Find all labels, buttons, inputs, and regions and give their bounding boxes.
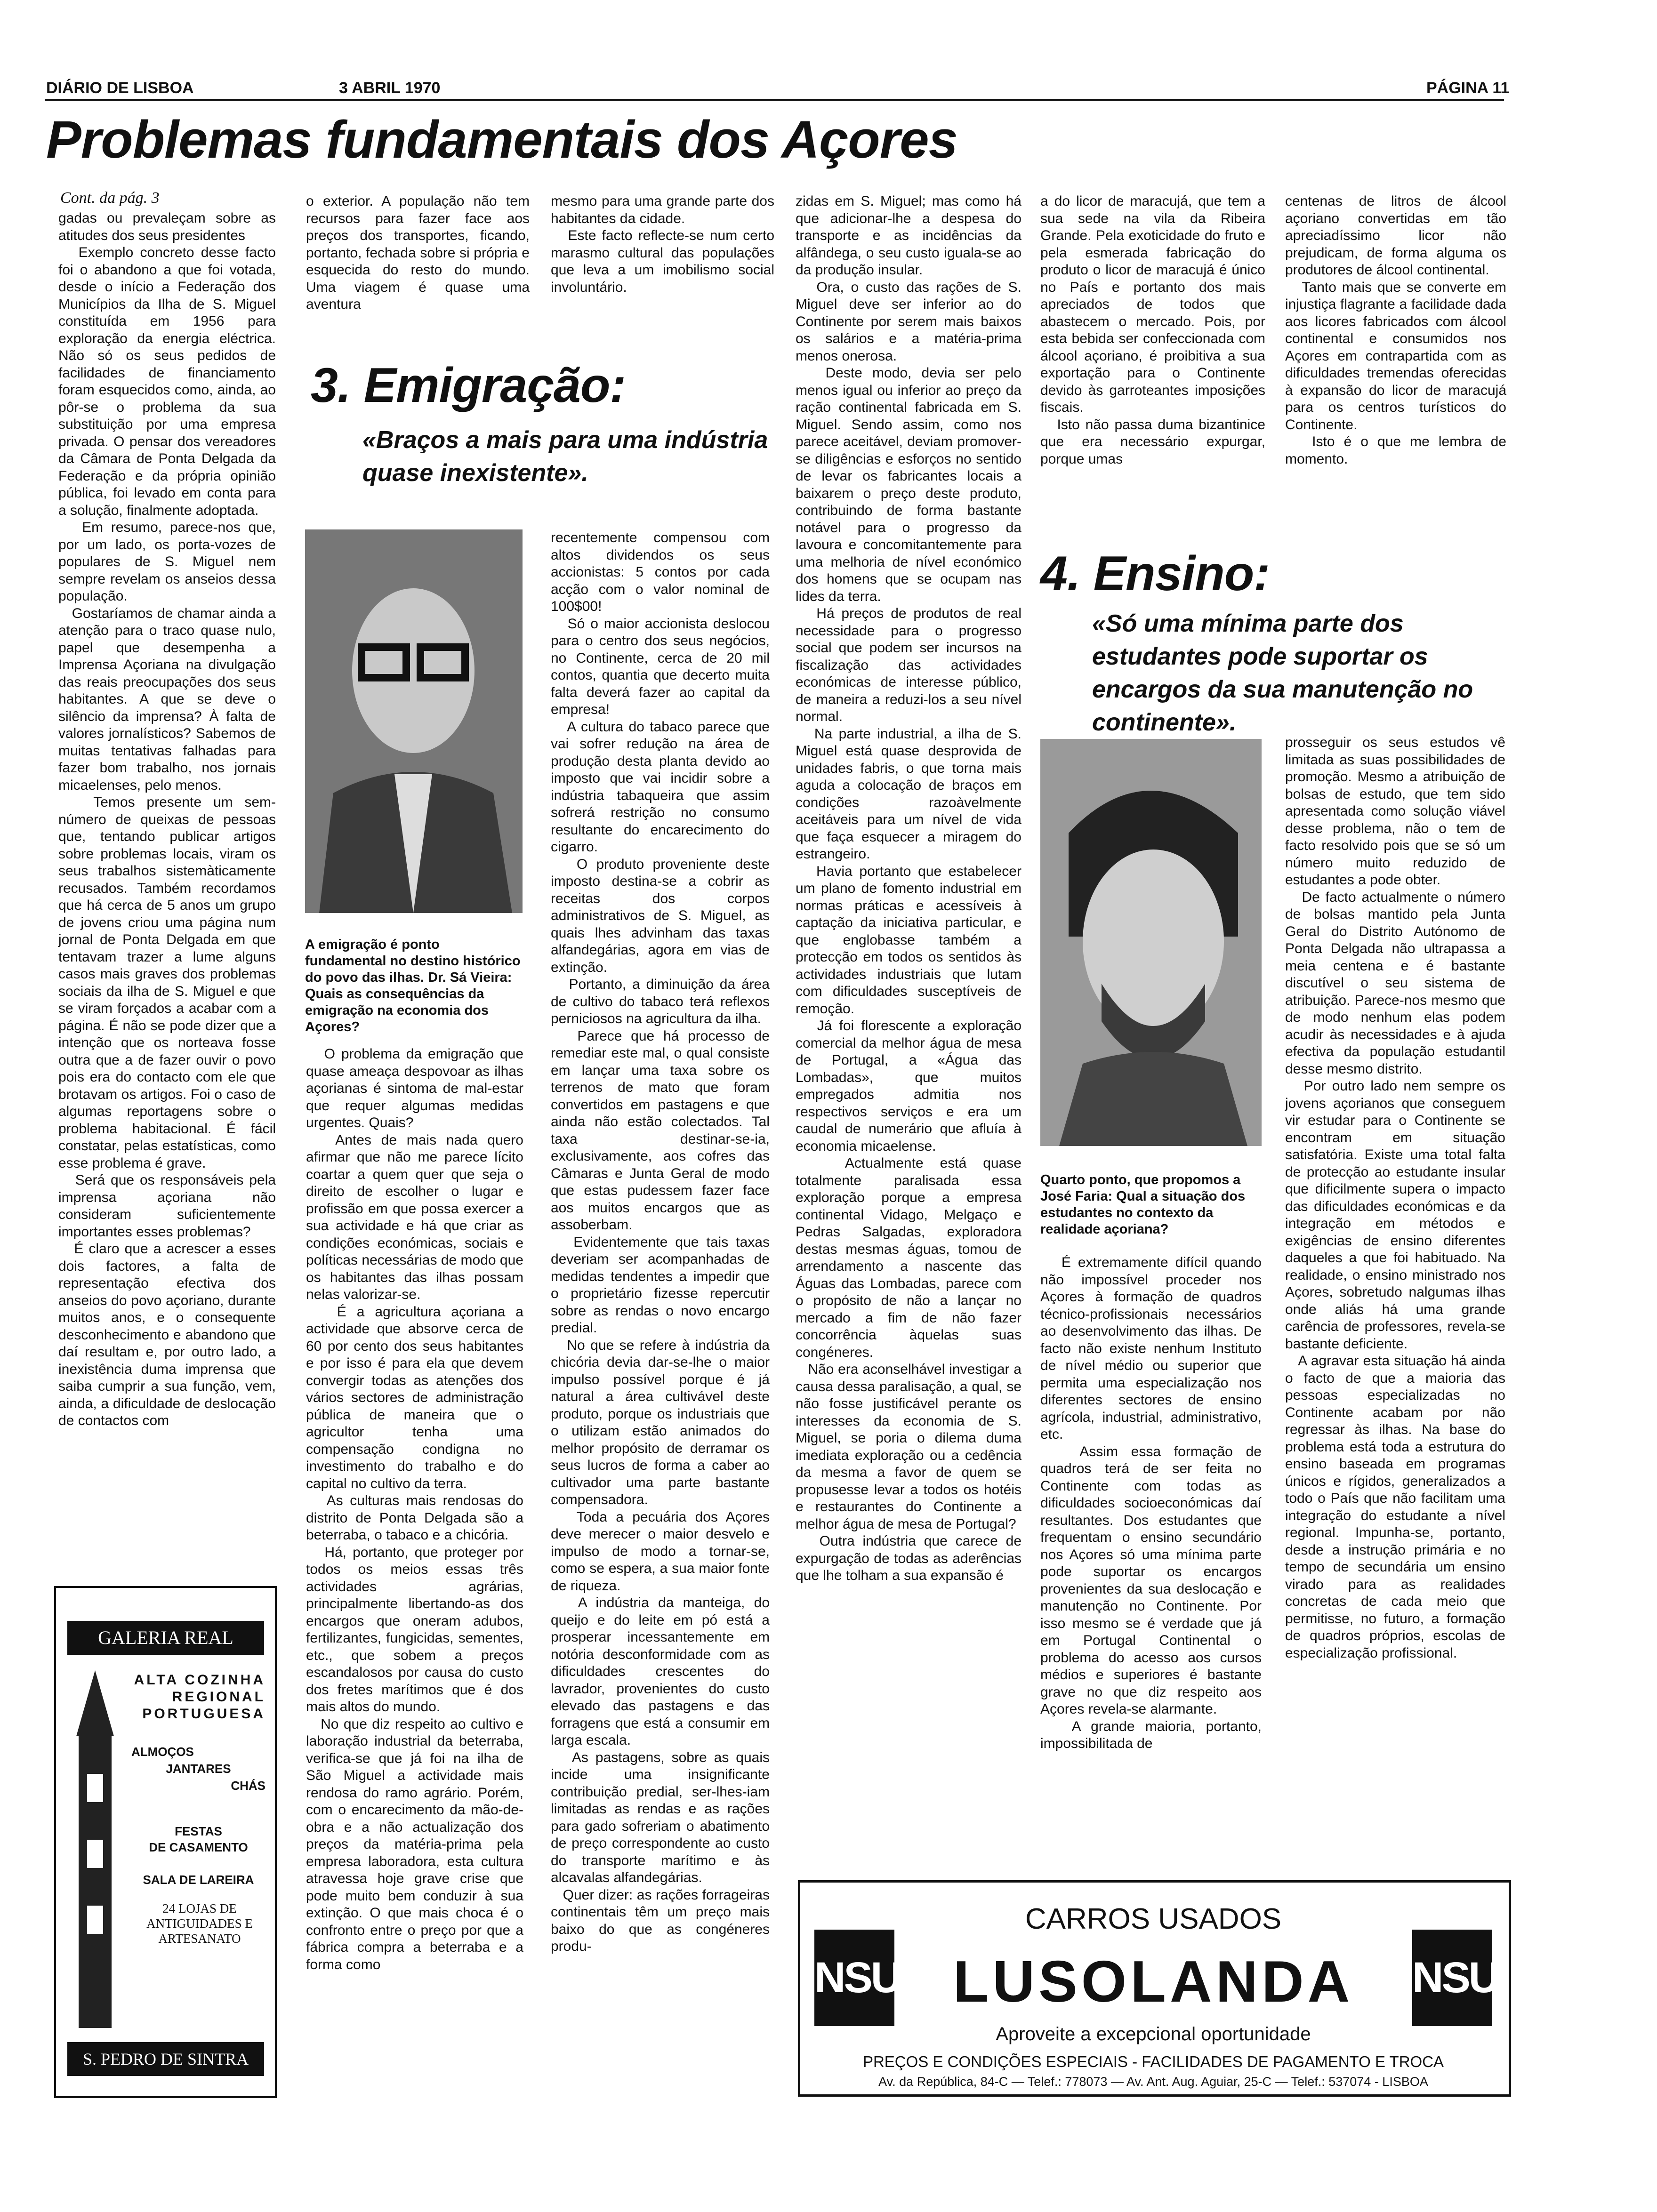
article-column-3-top: mesmo para uma grande parte dos habitantes da cidade. Este facto reflecte-se num certo marasmo cultural das populações que leva a um imobilismo social involuntário. [551,193,774,295]
article-column-5-bottom: É extremamente difícil quando não impossível proceder nos Açores à formação de quadros técnico-profissionais necessários ao desenvolvimento das ilhas. De facto não existe nenhum Instituto de nível médio ou superior que permita uma especialização nos diferentes sectores de ensino agrícola, industrial, administrativo, etc. Assim essa formação de quadros terá de ser feita no Continente com todas as dificuldades socioeconómicas daí resultantes. Dos estudantes que frequentam o ensino secundário nos Açores só uma mínima parte pode suportar os encargos provenientes da sua deslocação e manutenção no Continente. Por isso mesmo se é verdade que já em Portugal Continental o problema do acesso aos cursos médios e superiores é bastante grave no que diz respeito aos Açores revela-se alarmante. A grande maioria, portanto, impossibilitada de [1040,1255,1262,1751]
ad-address: Av. da República, 84-C — Telef.: 778073 — Av. Ant. Aug. Aguiar, 25-C — Telef.: 537074 - LISBOA [878,2075,1428,2089]
section-3-title: 3. Emigração: [311,358,626,413]
ad-aproveite: Aproveite a excepcional oportunidade [996,2024,1311,2044]
ad-line-lareira: SALA DE LAREIRA [143,1873,254,1887]
portrait-photo-2-image [1040,739,1262,1146]
article-column-4: zidas em S. Miguel; mas como há que adicionar-lhe a despesa do transporte e as incidências da alfândega, o seu custo iguala-se ao da produção insular. Ora, o custo das rações de S. Miguel deve ser inferior ao do Continente por serem mais baixos os salários e a matéria-prima menos onerosa. Deste modo, devia ser pelo menos igual ou inferior ao preço da ração continental fabricada em S. Miguel. Sendo assim, como nos parece aceitável, deviam promover-se diligências e esforços no sentido de levar os fabricantes locais a baixarem o preço deste produto, contribuindo de forma bastante notável para o progresso da lavoura e concomitantemente para uma melhoria de nível económico dos homens que se ocupam nas lides da terra. Há preços de produtos de real necessidade para o progresso social que podem ser incursos na fiscalização das actividades económicas de interesse público, de maneira a reduzi-los a seu nível normal. Na parte industrial, a ilha de S. Miguel está quase desprovida de unidades fabris, o que torna mais aguda a colocação de braços em condições razoàvelmente aceitáveis para um nível de vida que faça esquecer a miragem do estrangeiro. Havia portanto que estabelecer um plano de fomento industrial em normas práticas e acessíveis à captação da iniciativa particular, e que englobasse também a protecção em todos os sentidos às actividades industriais que lutam com dificuldades susceptíveis de remoção. Já foi florescente a exploração comercial da melhor água de mesa de Portugal, a «Água das Lombadas», que muitos empregados admitia nos respectivos serviços e era um caudal de numerário que afluía à economia micaelense. Actualmente está quase totalmente paralisada essa exploração porque a empresa continental Vidago, Melgaço e Pedras Salgadas, exploradora destas mesmas águas, tomou de arrendamento a nascente das Águas das Lombadas, parece com o propósito de não a lançar no mercado a fim de não fazer concorrência àquelas suas congéneres. Não era aconselhável investigar a causa dessa paralisação, a qual, se não fosse justificável perante os interesses da economia de S. Miguel, se poria o dilema duma imediata exploração ou a cedência da mesma a favor de quem se propusesse levar a todos os hotéis e restaurantes do Continente a melhor água de mesa de Portugal? Outra indústria que carece de expurgação de todas as aderências que lhe tolham a sua expansão é [796,193,1022,1583]
page-number: PÁGINA 11 [1426,79,1510,97]
nsu-logo-left: NSU [814,1930,894,2026]
article-column-6-top: centenas de litros de álcool açoriano convertidas em tão apreciadíssimo licor não prejudicam, de forma alguma os produtores de álcool continental. Tanto mais que se converte em injustiça flagrante a facilidade dada aos licores fabricados com álcool continental e consumidos nos Açores em contrapartida com as dificuldades tremendas oferecidas à expansão do licor de maracujá para os centros turísticos do Continente. Isto é o que me lembra de momento. [1285,193,1506,467]
ad-nsu-lusolanda [798,1880,1511,2097]
ad-line-regional: REGIONAL [172,1689,265,1705]
ad-galeria-footer: S. PEDRO DE SINTRA [67,2042,264,2076]
ad-line-jantares: JANTARES [166,1762,231,1776]
ad-line-casamento: DE CASAMENTO [149,1840,248,1854]
ad-galeria-name: GALERIA REAL [67,1621,264,1655]
ad-galeria-real [54,1586,277,2098]
ad-carros-usados: CARROS USADOS [1025,1903,1282,1935]
portrait-photo-jose-faria [1040,739,1262,1146]
ad-line-alta-cozinha: ALTA COZINHA [134,1672,265,1688]
ad-line-festas: FESTAS [175,1824,222,1838]
ad-line-lojas: 24 LOJAS DE ANTIGUIDADES E ARTESANATO [146,1901,253,1946]
newspaper-name: DIÁRIO DE LISBOA [46,79,194,97]
portrait-photo-sa-vieira [305,529,523,913]
photo-1-caption: A emigração é ponto fundamental no destino histórico do povo das ilhas. Dr. Sá Vieira: Quais as consequências da emigração na economia dos Açores? [305,937,524,1034]
article-column-2-top: o exterior. A população não tem recursos para fazer face aos preços dos transportes, ficando, portanto, fechada sobre si própria e esquecida do resto do mundo. Uma viagem é quase uma aventura [306,193,534,312]
issue-date: 3 ABRIL 1970 [339,79,441,97]
header-rule [45,99,1504,101]
ad-line-chas: CHÁS [231,1779,265,1793]
continuation-note: Cont. da pág. 3 [60,189,160,207]
article-column-2-bottom: O problema da emigração que quase ameaça despovoar as ilhas açorianas é sintoma de mal-estar que requer algumas medidas urgentes. Quais? Antes de mais nada quero afirmar que não me parece lícito coartar a quem quer que seja o direito de escolher o lugar e profissão em que possa exercer a sua actividade e há que criar as condições económicas, sociais e políticas necessárias de modo que os habitantes das ilhas possam nelas valorizar-se. É a agricultura açoriana a actividade que absorve cerca de 60 por cento dos seus habitantes e por isso é para ela que devem convergir todas as atenções dos vários sectores de administração pública de maneira que o agricultor tenha uma compensação condigna no investimento do trabalho e do capital no cultivo da terra. As culturas mais rendosas do distrito de Ponta Delgada são a beterraba, o tabaco e a chicória. Há, portanto, que proteger por todos os meios essas três actividades agrárias, principalmente libertando-as dos encargos que oneram adubos, fertilizantes, fungicidas, sementes, etc., que sobem a preços escandalosos por causa do custo dos fretes marítimos que é dos mais altos do mundo. No que diz respeito ao cultivo e laboração industrial da beterraba, verifica-se que já foi na ilha de São Miguel a actividade mais rendosa do ramo agrário. Porém, com o encarecimento da mão-de-obra e a não actualização dos preços da matéria-prima pela empresa laboradora, esta cultura atravessa hoje grave crise que pode muito bem conduzir à sua extinção. O que mais choca é o confronto entre o preço por que a fábrica compra a beterraba e a forma como [306,1046,524,1972]
ad-lusolanda: LUSOLANDA [953,1949,1354,2014]
church-tower-icon [64,1670,126,2028]
portrait-photo-image [305,529,523,913]
section-3-subtitle: «Braços a mais para uma indústria quase inexistente». [362,426,768,487]
section-4-subtitle: «Só uma mínima parte dos estudantes pode suportar os encargos da sua manutenção no continente». [1092,610,1473,736]
article-column-3-bottom: recentemente compensou com altos dividendos os seus accionistas: 5 contos por cada acção com o valor nominal de 100$00! Só o maior accionista deslocou para o centro dos seus negócios, no Continente, cerca de 20 mil contos, quantia que decerto muita falta deverá fazer ao capital da empresa! A cultura do tabaco parece que vai sofrer redução na área de produção desta planta devido ao imposto que vai incidir sobre a indústria tabaqueira que assim sofrerá restrição no consumo resultante do encarecimento do cigarro. O produto proveniente deste imposto destina-se a cobrir as receitas dos corpos administrativos de S. Miguel, as quais lhes advinham das taxas alfandegárias, agora em vias de extinção. Portanto, a diminuição da área de cultivo do tabaco terá reflexos perniciosos na agricultura da ilha. Parece que há processo de remediar este mal, o qual consiste em lançar uma taxa sobre os terrenos de mato que foram convertidos em pastagens e que ainda não estão colectados. Tal taxa destinar-se-ia, exclusivamente, aos cofres das Câmaras e Junta Geral de modo que estas pudessem fazer face aos muitos encargos que as assoberbam. Evidentemente que tais taxas deveriam ser acompanhadas de medidas tendentes a impedir que o proprietário fizesse repercutir sobre as rendas o novo encargo predial. No que se refere à indústria da chicória devia dar-se-lhe o maior impulso possível porque é já natural a área cultivável deste produto, porque os industriais que o utilizam estão animados do melhor propósito de derramar os seus lucros de forma a caber ao cultivador uma parte bastante compensadora. Toda a pecuária dos Açores deve merecer o maior desvelo e impulso de modo a tornar-se, como se espera, a sua maior fonte de riqueza. A indústria da manteiga, do queijo e do leite em pó está a prosperar incessantemente em notória desconformidade com as dificuldades crescentes do lavrador, provenientes do custo elevado das pastagens e das forragens que está a consumir em larga escala. As pastagens, sobre as quais incide uma insignificante contribuição predial, ser-lhes-iam limitadas as rendas e as rações para gado sofreriam o abatimento de preço correspondente ao custo do transporte marítimo e às alcavalas alfandegárias. Quer dizer: as rações forrageiras continentais têm um preço mais baixo do que as congéneres produ- [551,530,770,1954]
article-column-5-top: a do licor de maracujá, que tem a sua sede na vila da Ribeira Grande. Pela exoticidade do fruto e pela esmerada fabricação do produto o licor de maracujá é único no País e portanto dos mais apreciados de todos que abastecem o mercado. Pois, por esta bebida ser confeccionada com álcool açoriano, é proibitiva a sua exportação para o Continente devido às garroteantes imposições fiscais. Isto não passa duma bizantinice que era necessário expurgar, porque umas [1040,193,1265,467]
ad-line-portuguesa: PORTUGUESA [142,1706,265,1722]
ad-precos: PREÇOS E CONDIÇÕES ESPECIAIS - FACILIDADES DE PAGAMENTO E TROCA [862,2053,1444,2070]
article-column-1: gadas ou prevaleçam sobre as atitudes dos seus presidentes Exemplo concreto desse facto foi o abandono a que foi votada, desde o início a Federação dos Municípios da Ilha de S. Miguel constituída em 1956 para exploração da energia eléctrica. Não só os seus pedidos de facilidades de financiamento foram esquecidos como, ainda, ao pôr-se o problema da sua substituição por uma empresa privada. O pensar dos vereadores da Câmara de Ponta Delgada da Federação e da própria opinião pública, foi levado em conta para a solução, finalmente adoptada. Em resumo, parece-nos que, por um lado, os porta-vozes de populares de S. Miguel nem sempre revelam os anseios dessa população. Gostaríamos de chamar ainda a atenção para o traco quase nulo, papel que desempenha a Imprensa Açoriana na divulgação das reais preocupações dos seus habitantes. A que se deve o silêncio da imprensa? À falta de valores jornalísticos? Sabemos de muitas tentativas falhadas para fazer bom trabalho, nos jornais micaelenses, pelo menos. Temos presente um sem-número de queixas de pessoas que, tentando publicar artigos sobre problemas locais, viram os seus trabalhos sistemàticamente recusados. Também recordamos que há cerca de 5 anos um grupo de jovens criou uma página num jornal de Ponta Delgada em que tentavam trazer a lume alguns casos mais graves dos problemas sociais da ilha de S. Miguel e que se viram forçados a acabar com a página. É não se pode dizer que a intenção que os norteava fosse outra que a de fazer ouvir o povo pois era do contacto com ele que brotavam os artigos. Foi o caso de algumas reportagens sobre o problema habitacional. É fácil constatar, pelas estatísticas, como esse problema é grave. Será que os responsáveis pela imprensa açoriana não consideram suficientemente importantes esses problemas? É claro que a acrescer a esses dois factores, a falta de representação efectiva dos anseios do povo açoriano, durante muitos anos, e o consequente desconhecimento e abandono que daí resultam e, por outro lado, a inexistência duma imprensa que saiba cumprir a sua função, vem, ainda, a dificuldade de deslocação de contactos com [58,210,276,1428]
section-4-title: 4. Ensino: [1040,546,1270,601]
headline: Problemas fundamentais dos Açores [46,110,957,169]
nsu-logo-right: NSU [1412,1930,1492,2026]
article-column-6-bottom: prosseguir os seus estudos vê limitada as suas possibilidades de promoção. Mesmo a atribuição de bolsas de estudo, que tem sido apresentada como solução viável desse problema, não o tem de facto resolvido pois que se só um número muito reduzido de estudantes a pode obter. De facto actualmente o número de bolsas mantido pela Junta Geral do Distrito Autónomo de Ponta Delgada não ultrapassa a meia centena e é bastante discutível o seu sistema de atribuição. Parece-nos mesmo que de modo nenhum elas podem acudir às necessidades e à ajuda efectiva da população estudantil desse mesmo distrito. Por outro lado nem sempre os jovens açorianos que conseguem vir estudar para o Continente se encontram em situação satisfatória. Existe uma total falta de protecção ao estudante insular que dificilmente supera o impacto das dificuldades económicas e da integração em métodos e exigências de ensino diferentes daqueles a que foi habituado. Na realidade, o ensino ministrado nos Açores, sobretudo nalgumas ilhas onde aliás há uma grande carência de professores, revela-se bastante deficiente. A agravar esta situação há ainda o facto de que a maioria das pessoas especializadas no Continente acabam por não regressar às ilhas. Na base do problema está toda a estrutura do ensino baseada em programas únicos e rígidos, generalizados a todo o País que não facilitam uma integração do estudante a nível regional. Impunha-se, portanto, desde a instrução primária e no tempo de secundária um ensino virado para as realidades concretas de cada meio que permitisse, no futuro, a formação de quadros próprios, escolas de especialização profissional. [1285,735,1505,1661]
photo-2-caption: Quarto ponto, que propomos a José Faria: Qual a situação dos estudantes no contexto da realidade açoriana? [1040,1172,1249,1237]
ad-line-almocos: ALMOÇOS [131,1745,194,1759]
